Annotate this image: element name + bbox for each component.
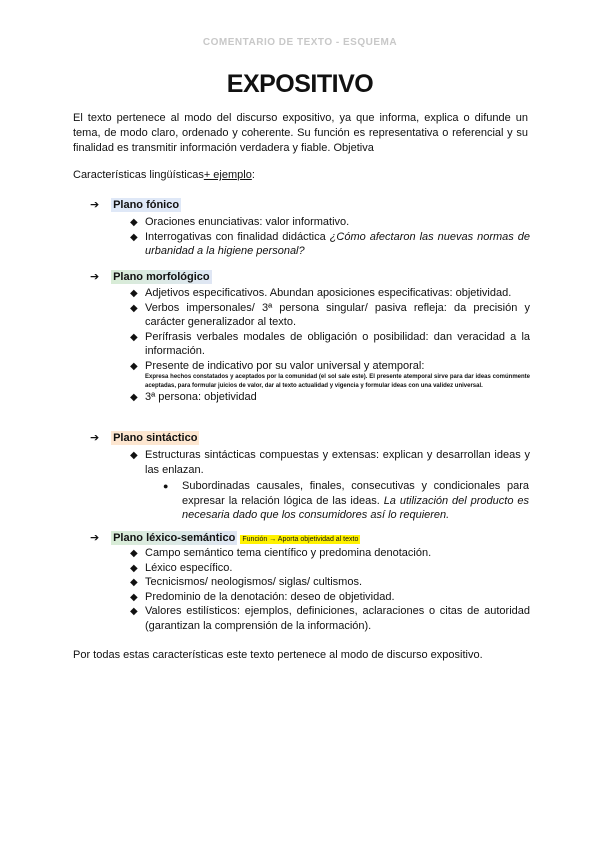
diamond-bullet-icon: ◆ [130, 360, 138, 372]
sub-list-item: ● Subordinadas causales, finales, consecutivas y condicionales para expresar la relación lógica de las ideas. La utilización del producto es necesaria dado que los consumidores así lo requieren. [163, 480, 529, 521]
section-fonico [90, 197, 530, 259]
conclusion-paragraph: Por todas estas características este texto pertenece al modo de discurso expositivo. [73, 649, 483, 661]
intro-paragraph: El texto pertenece al modo del discurso expositivo, ya que informa, explica o difunde un tema, de modo claro, ordenado y coherente. Su función es representativa o referencial y su finalidad es transmitir información verdadera y fiable. Objetiva [73, 112, 528, 154]
characteristics-label: Características lingüísticas [73, 169, 204, 181]
characteristics-heading [73, 168, 255, 183]
list-item: ◆ Interrogativas con finalidad didáctica ¿Cómo afectaron las nuevas normas de urbanidad a la higiene personal? [130, 230, 530, 257]
sintactico-example: La utilización del producto es necesaria dado que los consumidores así lo requieren. [182, 494, 529, 521]
fonico-example: ¿Cómo afectaron las nuevas normas de urbanidad a la higiene personal? [145, 230, 530, 257]
list-item: ◆ Tecnicismos/ neologismos/ siglas/ cultismos. [90, 575, 530, 590]
list-item: ◆ Predominio de la denotación: deseo de objetividad. [90, 590, 530, 605]
arrow-icon: ➔ [90, 432, 100, 444]
section-title-morfologico: Plano morfológico [113, 271, 210, 283]
diamond-bullet-icon: ◆ [130, 231, 138, 243]
diamond-bullet-icon: ◆ [130, 450, 138, 461]
diamond-bullet-icon: ◆ [130, 577, 138, 588]
section-title-fonico: Plano fónico [113, 199, 180, 211]
list-item: ◆ Adjetivos especificativos. Abundan aposiciones especificativas: objetividad. [90, 286, 530, 301]
diamond-bullet-icon: ◆ [130, 392, 138, 403]
list-item: ◆ Presente de indicativo por su valor universal y atemporal: Expresa hechos constatados y aceptados por la comunidad (el sol sale este). El presente atemporal sirve para dar ideas comúnmente aceptadas, para formular juicios de valor, dar al texto actualidad y vigencia y formular ideas con una validez universal. [130, 359, 530, 389]
example-underlined: + ejemplo [203, 169, 252, 181]
section-title-lexico: Plano léxico-semántico [113, 532, 236, 544]
diamond-bullet-icon: ◆ [130, 288, 138, 299]
document-header: COMENTARIO DE TEXTO - ESQUEMA [202, 37, 398, 48]
diamond-bullet-icon: ◆ [130, 302, 138, 314]
characteristics-colon: : [251, 169, 255, 181]
list-item: ◆ Oraciones enunciativas: valor informativo. [90, 215, 530, 230]
arrow-icon: ➔ [90, 271, 100, 283]
list-item: ◆ Perífrasis verbales modales de obligación o posibilidad: dan veracidad a la información. [130, 330, 530, 357]
function-note: Función → Aporta objetividad al texto [242, 536, 359, 543]
diamond-bullet-icon: ◆ [130, 331, 138, 343]
list-item: ◆ Verbos impersonales/ 3ª persona singular/ pasiva refleja: da precisión y carácter generalizador al texto. [130, 301, 530, 328]
presente-note: Expresa hechos constatados y aceptados por la comunidad (el sol sale este). El presente atemporal sirve para dar ideas comúnmente aceptadas, para formular juicios de valor, dar al texto actualidad y vigencia y formular ideas con una validez universal. [145, 374, 530, 389]
arrow-icon: ➔ [90, 199, 100, 211]
list-item: ◆ Campo semántico tema científico y predomina denotación. [90, 546, 530, 561]
diamond-bullet-icon: ◆ [130, 548, 138, 559]
section-lexico [90, 530, 530, 633]
diamond-bullet-icon: ◆ [130, 217, 138, 228]
diamond-bullet-icon: ◆ [130, 591, 138, 603]
document-title: EXPOSITIVO [226, 70, 374, 98]
diamond-bullet-icon: ◆ [130, 562, 138, 574]
diamond-bullet-icon: ◆ [130, 606, 138, 617]
section-sintactico [90, 430, 530, 523]
arrow-icon: ➔ [90, 532, 100, 544]
list-item: ◆ Estructuras sintácticas compuestas y extensas: explican y desarrollan ideas y las enlazan. ● Subordinadas causales, finales, consecutivas y condicionales para expresar la relación lógica de las ideas. La utilización del producto es necesaria dado que los consumidores así lo requieren. [130, 449, 530, 521]
list-item: ◆ Valores estilísticos: ejemplos, definiciones, aclaraciones o citas de autoridad (garantizan la comprensión de la información). [130, 605, 530, 632]
section-title-sintactico: Plano sintáctico [113, 432, 198, 444]
list-item: ◆ Léxico específico. [90, 561, 530, 576]
list-item: ◆ 3ª persona: objetividad [90, 390, 530, 405]
section-morfologico [90, 269, 530, 405]
dot-bullet-icon: ● [163, 481, 169, 491]
